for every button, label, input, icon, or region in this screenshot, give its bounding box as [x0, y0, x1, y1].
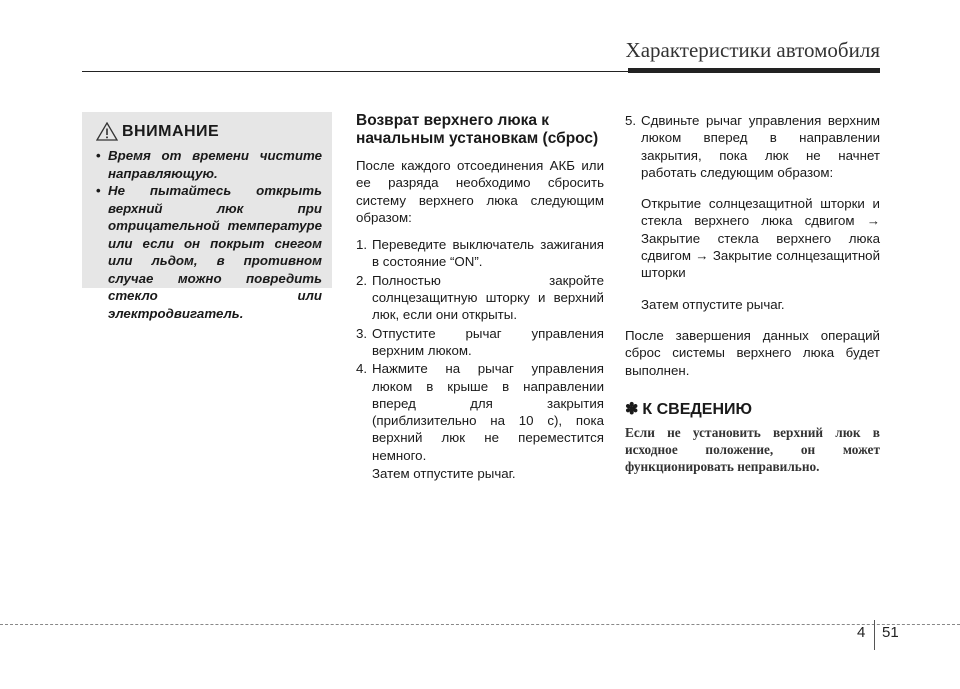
step-number: 4. [356, 361, 368, 377]
step-text: Полностью закройте солнцезащитную шторку и верхний люк, если они открыты. [372, 272, 604, 323]
chapter-number: 4 [857, 624, 866, 641]
step-text: Переведите выключатель зажигания в состояние “ON”. [372, 237, 604, 270]
header-title: Характеристики автомобиля [625, 38, 880, 62]
step-number: 2. [356, 272, 368, 288]
step-5 [625, 112, 880, 181]
warning-title: ВНИМАНИЕ [122, 122, 220, 140]
header-rule [82, 71, 630, 72]
section-title: Возврат верхнего люка к начальным установкам (сброс) [356, 112, 599, 147]
step-number: 5. [625, 113, 637, 128]
reset-steps [356, 236, 604, 464]
step-text: Отпустите рычаг управления верхним люком. [372, 325, 604, 358]
completion-text: После завершения данных операций сброс системы верхнего люка будет выполнен. [625, 327, 880, 378]
note-heading [625, 401, 880, 418]
step-number: 1. [356, 237, 368, 253]
step-item [356, 360, 604, 464]
footer-rule [0, 624, 960, 625]
warning-list [92, 147, 322, 322]
step-text: Сдвиньте рычаг управления верхним люком вперед в направлении закрытия, пока люк не начнет работать следующим образом: [641, 113, 880, 180]
step-item [356, 272, 604, 324]
section-intro: После каждого отсоединения АКБ или ее разряда необходимо сбросить систему верхнего люка следующим образом: [356, 158, 604, 225]
note-title: К СВЕДЕНИЮ [642, 400, 753, 418]
step-item [625, 112, 880, 181]
step-release-text: Затем отпустите рычаг. [372, 466, 516, 482]
header-rule-bold [628, 68, 880, 73]
operation-sequence: Открытие солнцезащитной шторки и стекла верхнего люка сдвигом → Закрытие стекла верхнего люка сдвигом → Закрытие солнцезащитной шторки [641, 196, 880, 281]
step-item [356, 325, 604, 360]
note-star-icon: ✽ [625, 400, 639, 418]
right-column [625, 112, 880, 475]
release-text: Затем отпустите рычаг. [641, 296, 785, 312]
page-number: 51 [882, 624, 899, 641]
warning-box [82, 112, 332, 321]
step-number: 3. [356, 325, 368, 341]
step-item [356, 236, 604, 271]
page-separator [874, 620, 875, 650]
warning-item: • Не пытайтесь открыть верхний люк при отрицательной температуре или если он покрыт снегом или льдом, в противном случае можно повредить стекло или электродвигатель. [92, 182, 322, 322]
note-body: Если не установить верхний люк в исходное положение, он может функционировать неправильно. [625, 425, 880, 475]
warning-heading [96, 122, 322, 141]
warning-item: • Время от времени чистите направляющую. [92, 147, 322, 182]
middle-column [356, 112, 604, 482]
warning-triangle-icon [96, 122, 118, 141]
step-text: Нажмите на рычаг управления люком в крыше в направлении вперед для закрытия (приблизительно на 10 с), пока верхний люк не переместится немного. [372, 361, 604, 463]
